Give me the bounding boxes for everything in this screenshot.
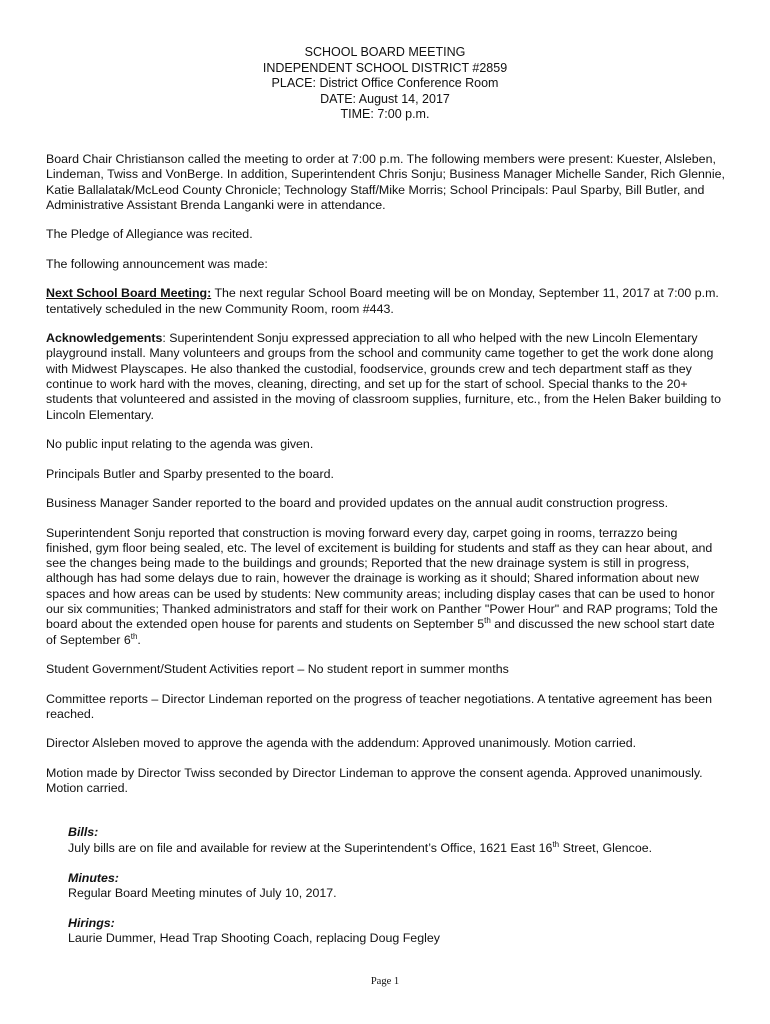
meeting-header — [0, 45, 770, 123]
next-meeting-paragraph — [46, 286, 726, 317]
header-date: DATE: August 14, 2017 — [320, 91, 450, 106]
next-meeting-text: The next regular School Board meeting will be on Monday, September 11, 2017 at 7:00 p.m. tentatively scheduled in the new Community Room, room #443. — [46, 286, 719, 316]
minutes-heading: Minutes: — [68, 870, 119, 885]
header-time: TIME: 7:00 p.m. — [340, 107, 430, 121]
committee-reports-paragraph: Committee reports – Director Lindeman reported on the progress of teacher negotiations. A tentative agreement has been reached. — [46, 691, 713, 721]
hirings-text: Laurie Dummer, Head Trap Shooting Coach, replacing Doug Fegley — [68, 930, 440, 945]
bills-heading: Bills: — [68, 825, 99, 840]
acknowledgements-text: : Superintendent Sonju expressed appreciation to all who helped with the new Lincoln Elementary playground install. Many volunteers and groups from the school and community came together to get the work done along with Midwest Playscapes. He also thanked the custodial, foodservice, grounds crew and tech department staff as they continue to work hard with the moves, cleaning, directing, and set up for the start of school. Special thanks to the 20+ students that volunteered and assisted in the moving of classroom supplies, furniture, etc., from the Helen Baker building to Lincoln Elementary. — [46, 331, 721, 422]
call-to-order-paragraph: Board Chair Christianson called the meeting to order at 7:00 p.m. The following members were present: Kuester, Alsleben, Lindeman, Twiss and VonBerge. In addition, Superintendent Chris Sonju; Business Manager Michelle Sander, Rich Glennie, Katie Ballalatak/McLeod County Chronicle; Technology Staff/Mike Morris; School Principals: Paul Sparby, Bill Butler, and Administrative Assistant Brenda Langanki were in attendance. — [46, 152, 725, 212]
superintendent-sup-1: th — [484, 616, 491, 626]
public-input-paragraph: No public input relating to the agenda was given. — [46, 437, 314, 452]
minutes-body — [46, 152, 726, 961]
minutes-item — [68, 871, 726, 902]
superintendent-text-1: Superintendent Sonju reported that construction is moving forward every day, carpet going in rooms, terrazzo being finished, gym floor being sealed, etc. The level of excitement is building for students and staff as they can hear about, and see the changes being made to the buildings and grounds; Reported that the new drainage system is still in progress, although has had some delays due to rain, however the drainage is working as it should; Shared information about new spaces and how areas can be used by students: New community areas; including display cases that can be used to honor our six communities; Thanked administrators and staff for their work on Panther "Power Hour" and RAP programs; Told the board about the extended open house for parents and students on September 5 — [46, 525, 718, 632]
bills-text-1: July bills are on file and available for review at the Superintendent’s Office, 1621 East 16 — [68, 840, 553, 855]
header-district: INDEPENDENT SCHOOL DISTRICT #2859 — [262, 60, 508, 75]
minutes-text: Regular Board Meeting minutes of July 10, 2017. — [68, 885, 337, 900]
agenda-motion-paragraph: Director Alsleben moved to approve the agenda with the addendum: Approved unanimously. Motion carried. — [46, 736, 637, 751]
superintendent-sup-2: th — [130, 631, 138, 641]
hirings-item — [68, 916, 726, 947]
next-meeting-label: Next School Board Meeting: — [46, 286, 212, 301]
acknowledgements-paragraph — [46, 331, 726, 423]
consent-motion-paragraph: Motion made by Director Twiss seconded by Director Lindeman to approve the consent agenda. Approved unanimously. Motion carried. — [46, 765, 703, 796]
superintendent-report-paragraph — [46, 526, 726, 648]
pledge-paragraph: The Pledge of Allegiance was recited. — [46, 227, 253, 242]
header-title: SCHOOL BOARD MEETING — [304, 45, 466, 59]
bills-sup: th — [552, 839, 560, 849]
header-place: PLACE: District Office Conference Room — [271, 76, 499, 90]
page-number: Page 1 — [370, 976, 400, 987]
superintendent-text-3: . — [137, 632, 141, 647]
acknowledgements-label: Acknowledgements — [46, 331, 163, 346]
business-manager-paragraph: Business Manager Sander reported to the board and provided updates on the annual audit construction progress. — [46, 496, 669, 511]
student-government-paragraph: Student Government/Student Activities report – No student report in summer months — [46, 662, 509, 677]
superintendent-text-2: and discussed the new school start date of September 6 — [46, 617, 715, 647]
hirings-heading: Hirings: — [68, 915, 115, 930]
bills-item — [68, 825, 726, 856]
principals-paragraph: Principals Butler and Sparby presented to the board. — [46, 466, 334, 481]
consent-agenda-items — [68, 825, 726, 946]
bills-text-2: Street, Glencoe. — [559, 840, 653, 855]
announcement-intro-paragraph: The following announcement was made: — [46, 256, 268, 271]
